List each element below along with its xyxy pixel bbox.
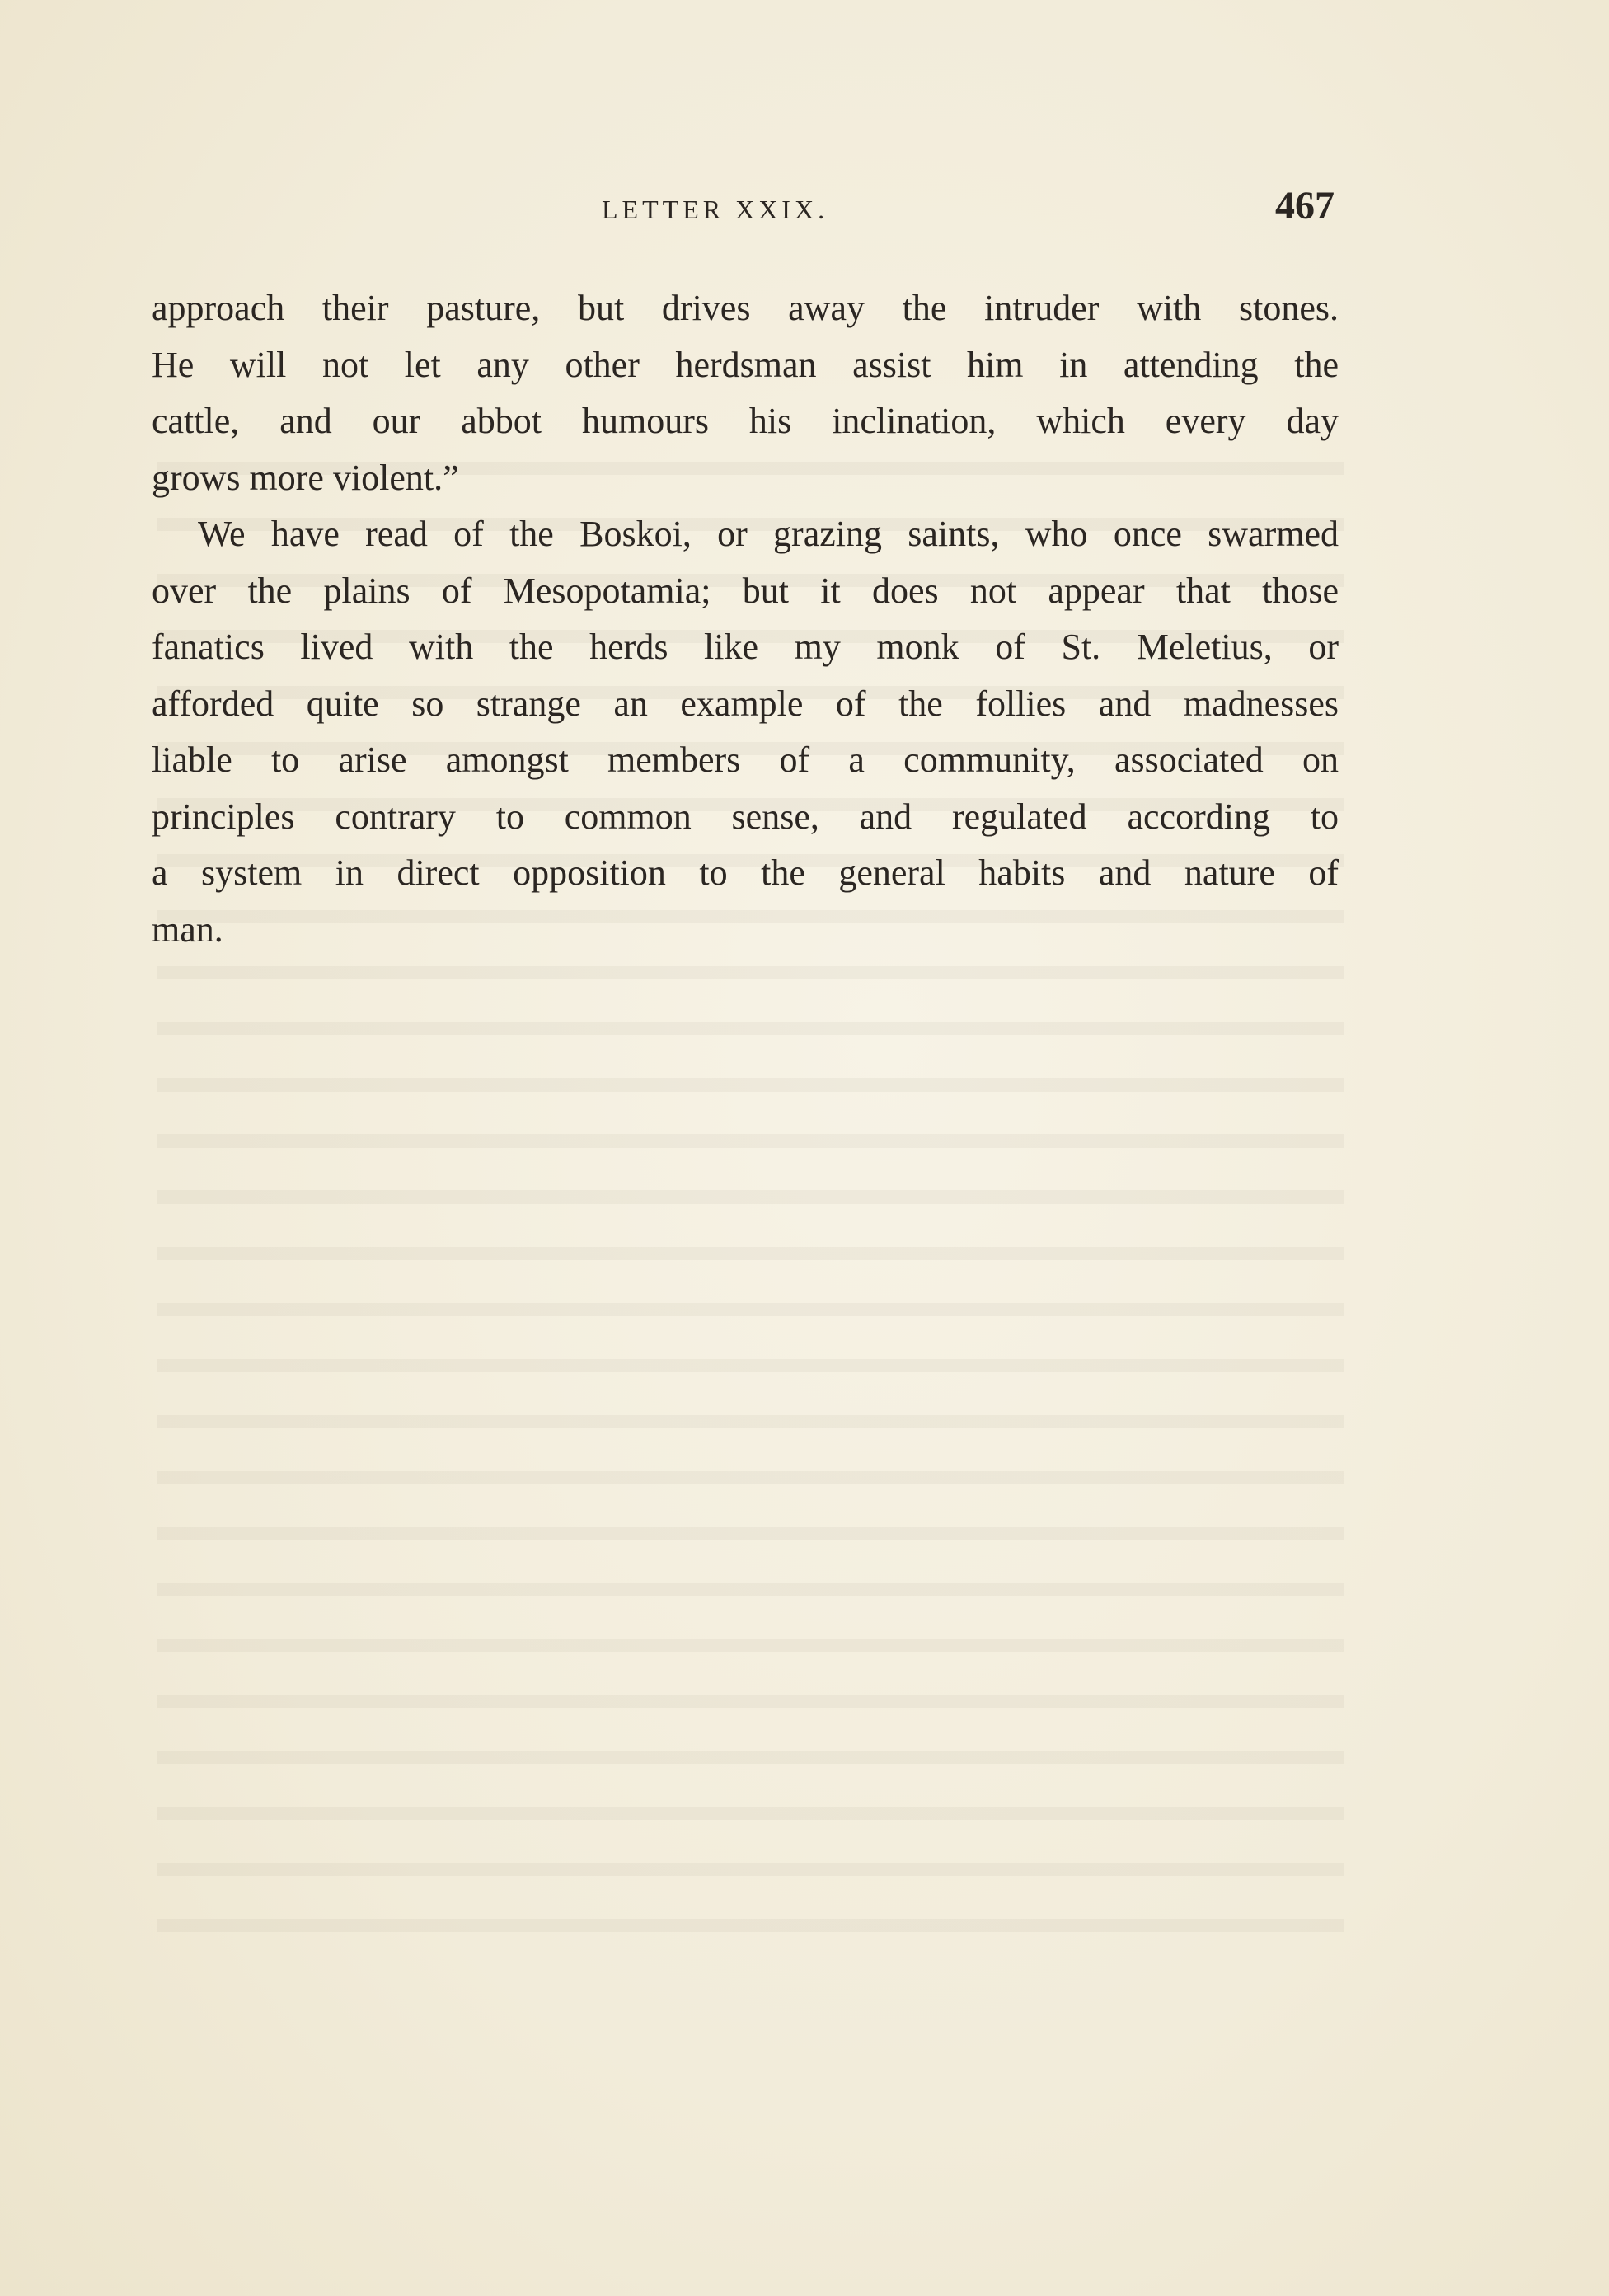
text-line: approach their pasture, but drives away the intruder with stones. <box>152 288 1339 328</box>
text-line: He will not let any other herdsman assist him in attending the <box>152 344 1339 385</box>
text-line: over the plains of Mesopotamia; but it does not appear that those <box>152 570 1339 611</box>
body-text <box>152 280 1339 958</box>
running-head <box>148 184 1352 244</box>
text-line: man. <box>152 909 223 950</box>
page-number: 467 <box>1275 184 1335 228</box>
text-line: fanatics lived with the herds like my monk of St. Meletius, or <box>152 627 1339 667</box>
text-line: cattle, and our abbot humours his inclination, which every day <box>152 401 1339 441</box>
running-title: LETTER XXIX. <box>602 195 829 224</box>
text-line: liable to arise amongst members of a community, associated on <box>152 740 1339 780</box>
text-line: a system in direct opposition to the general habits and nature of <box>152 852 1339 893</box>
text-line: grows more violent.” <box>152 457 459 498</box>
text-line: principles contrary to common sense, and regulated according to <box>152 796 1339 837</box>
text-line: afforded quite so strange an example of the follies and madnesses <box>152 683 1339 724</box>
text-line: We have read of the Boskoi, or grazing saints, who once swarmed <box>198 514 1339 554</box>
